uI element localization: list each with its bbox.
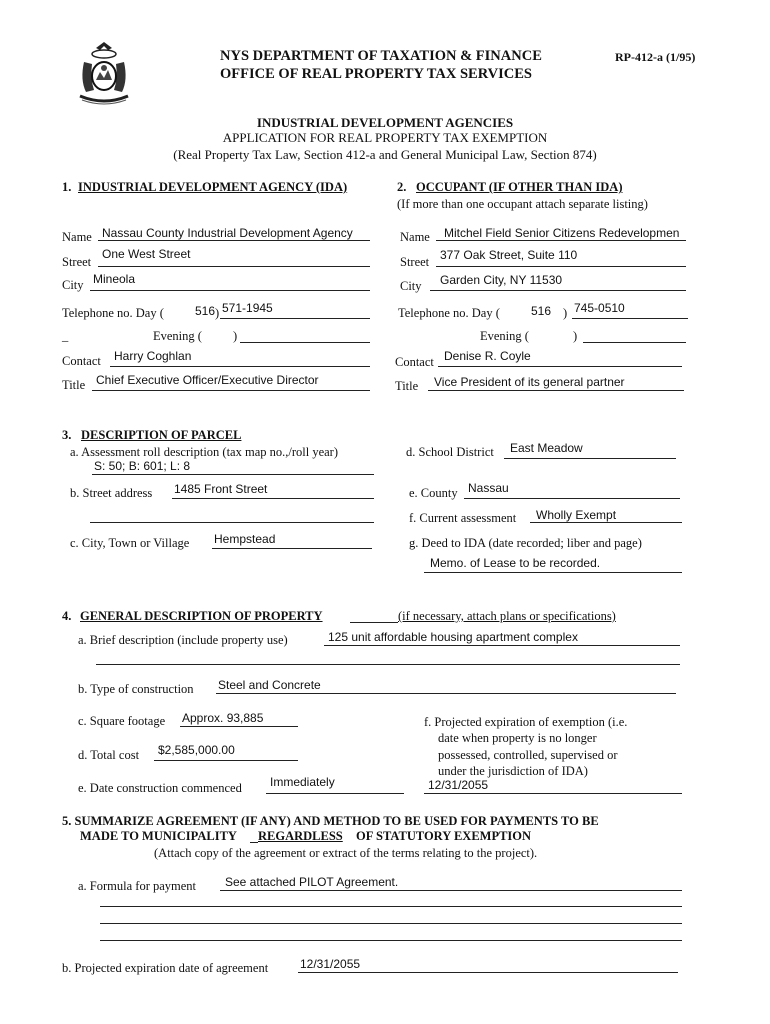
ida-street-label: Street	[62, 255, 92, 269]
occupant-evening-field[interactable]	[583, 342, 686, 343]
ida-telephone-field[interactable]: 571-1945	[222, 301, 273, 315]
exemption-expiration-label-4: under the jurisdiction of IDA)	[438, 764, 588, 778]
form-number: RP-412-a (1/95)	[615, 50, 696, 64]
construction-type-label: b. Type of construction	[78, 682, 194, 696]
section-3-heading: DESCRIPTION OF PARCEL	[81, 428, 242, 442]
occupant-evening-label: Evening (	[480, 329, 529, 343]
occupant-contact-field[interactable]: Denise R. Coyle	[444, 349, 531, 363]
regardless-emphasis: REGARDLESS	[258, 829, 343, 843]
office-heading: OFFICE OF REAL PROPERTY TAX SERVICES	[220, 66, 532, 82]
agreement-expiration-label: b. Projected expiration date of agreement	[62, 961, 269, 975]
ida-city-field[interactable]: Mineola	[93, 272, 136, 286]
school-district-label: d. School District	[406, 445, 494, 459]
section-5-heading: 5. SUMMARIZE AGREEMENT (IF ANY) AND METHOD TO BE USED FOR PAYMENTS TO BE	[62, 814, 599, 828]
occupant-city-label: City	[400, 279, 422, 293]
department-heading: NYS DEPARTMENT OF TAXATION & FINANCE	[220, 48, 542, 64]
school-district-field[interactable]: East Meadow	[510, 441, 583, 455]
ida-evening-label: Evening (	[153, 329, 202, 343]
exemption-expiration-label-3: possessed, controlled, supervised or	[438, 748, 618, 762]
ida-evening-close-paren: )	[233, 329, 238, 343]
ida-name-field[interactable]: Nassau County Industrial Development Agency	[102, 226, 353, 240]
payment-formula-label: a. Formula for payment	[78, 879, 197, 893]
deed-to-ida-label: g. Deed to IDA (date recorded; liber and page)	[409, 536, 642, 550]
brief-description-field[interactable]: 125 unit affordable housing apartment complex	[328, 630, 578, 644]
square-footage-field[interactable]: Approx. 93,885	[182, 711, 264, 725]
occupant-name-field[interactable]: Mitchel Field Senior Citizens Redevelopmen	[444, 226, 680, 240]
ida-title-label: Title	[62, 378, 86, 392]
assessment-roll-field[interactable]: S: 50; B: 601; L: 8	[94, 459, 191, 473]
occupant-title-field[interactable]: Vice President of its general partner	[434, 375, 625, 389]
street-address-line-2[interactable]	[90, 522, 374, 523]
construction-type-field[interactable]: Steel and Concrete	[218, 678, 321, 692]
section-5-heading-line-2: MADE TO MUNICIPALITY	[80, 829, 237, 843]
total-cost-label: d. Total cost	[78, 748, 140, 762]
ida-contact-label: Contact	[62, 354, 101, 368]
occupant-street-field[interactable]: 377 Oak Street, Suite 110	[440, 248, 578, 262]
ida-evening-field[interactable]	[240, 342, 370, 343]
section-2-heading: OCCUPANT (IF OTHER THAN IDA)	[416, 180, 623, 194]
total-cost-field[interactable]: $2,585,000.00	[158, 743, 235, 757]
occupant-telephone-area-code[interactable]: 516	[531, 304, 552, 318]
brief-description-line-2[interactable]	[96, 664, 680, 665]
exemption-expiration-label-1: f. Projected expiration of exemption (i.e.	[424, 715, 628, 729]
assessment-roll-label: a. Assessment roll description (tax map no.,/roll year)	[70, 445, 338, 459]
payment-formula-line-3[interactable]	[100, 923, 682, 924]
section-1-heading: INDUSTRIAL DEVELOPMENT AGENCY (IDA)	[78, 180, 348, 194]
nys-seal-logo	[74, 40, 134, 106]
exemption-expiration-field[interactable]: 12/31/2055	[428, 778, 489, 792]
payment-formula-line-2[interactable]	[100, 906, 682, 907]
section-4-number: 4.	[62, 609, 72, 623]
form-subtitle: APPLICATION FOR REAL PROPERTY TAX EXEMPTION	[222, 130, 548, 145]
occupant-telephone-close-paren: )	[563, 306, 568, 320]
occupant-telephone-label: Telephone no. Day (	[398, 306, 500, 320]
ida-name-label: Name	[62, 230, 92, 244]
payment-formula-field[interactable]: See attached PILOT Agreement.	[225, 875, 399, 889]
occupant-title-label: Title	[395, 379, 419, 393]
occupant-contact-label: Contact	[395, 355, 434, 369]
exemption-expiration-label-2: date when property is no longer	[438, 731, 597, 745]
deed-to-ida-field[interactable]: Memo. of Lease to be recorded.	[430, 556, 601, 570]
ida-street-field[interactable]: One West Street	[102, 247, 191, 261]
occupant-street-label: Street	[400, 255, 430, 269]
ida-title-field[interactable]: Chief Executive Officer/Executive Director	[96, 373, 319, 387]
construction-commenced-field[interactable]: Immediately	[270, 775, 335, 789]
occupant-name-label: Name	[400, 230, 430, 244]
ida-telephone-label: Telephone no. Day (	[62, 306, 164, 320]
section-4-note: (if necessary, attach plans or specifications)	[398, 609, 616, 623]
occupant-evening-close-paren: )	[573, 329, 578, 343]
street-address-field[interactable]: 1485 Front Street	[174, 482, 268, 496]
section-1-number: 1.	[62, 180, 72, 194]
ida-dash: _	[62, 329, 69, 343]
current-assessment-label: f. Current assessment	[409, 511, 517, 525]
section-5-note: (Attach copy of the agreement or extract of the terms relating to the project).	[154, 846, 538, 860]
square-footage-label: c. Square footage	[78, 714, 166, 728]
section-3-number: 3.	[62, 428, 72, 442]
ida-city-label: City	[62, 278, 84, 292]
agreement-expiration-field[interactable]: 12/31/2055	[300, 957, 361, 971]
occupant-telephone-field[interactable]: 745-0510	[574, 301, 625, 315]
street-address-label: b. Street address	[70, 486, 153, 500]
current-assessment-field[interactable]: Wholly Exempt	[536, 508, 617, 522]
occupant-city-field[interactable]: Garden City, NY 11530	[440, 273, 563, 287]
section-2-number: 2.	[397, 180, 407, 194]
section-2-note: (If more than one occupant attach separate listing)	[397, 197, 648, 211]
payment-formula-line-4[interactable]	[100, 940, 682, 941]
form-title: INDUSTRIAL DEVELOPMENT AGENCIES	[256, 115, 514, 130]
section-5-heading-line-2-end: OF STATUTORY EXEMPTION	[356, 829, 532, 843]
section-4-heading: GENERAL DESCRIPTION OF PROPERTY	[80, 609, 323, 623]
ida-telephone-area-code[interactable]: 516	[195, 304, 216, 318]
county-field[interactable]: Nassau	[468, 481, 509, 495]
ida-telephone-close-paren: )	[215, 306, 220, 320]
brief-description-label: a. Brief description (include property use)	[78, 633, 288, 647]
construction-commenced-label: e. Date construction commenced	[78, 781, 242, 795]
ida-contact-field[interactable]: Harry Coghlan	[114, 349, 192, 363]
city-town-village-label: c. City, Town or Village	[70, 536, 190, 550]
city-town-village-field[interactable]: Hempstead	[214, 532, 276, 546]
county-label: e. County	[409, 486, 458, 500]
form-legal-reference: (Real Property Tax Law, Section 412-a and General Municipal Law, Section 874)	[173, 147, 597, 162]
